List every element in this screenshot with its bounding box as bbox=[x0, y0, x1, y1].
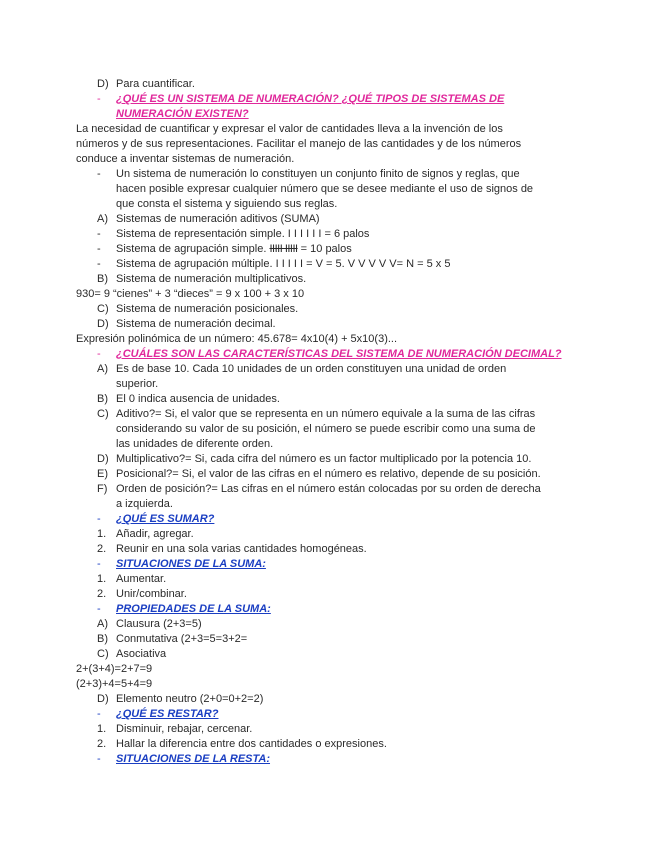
text-line: superior. bbox=[116, 378, 159, 390]
list-marker: A) bbox=[97, 618, 108, 630]
paragraph-line: La necesidad de cuantificar y expresar el valor de cantidades lleva a la invención de los bbox=[76, 123, 503, 135]
section-heading: SITUACIONES DE LA SUMA: bbox=[116, 558, 266, 570]
section-heading: ¿QUÉ ES RESTAR? bbox=[116, 708, 219, 720]
text-line: Aumentar. bbox=[116, 573, 167, 585]
list-marker: B) bbox=[97, 633, 108, 645]
list-marker: - bbox=[97, 753, 101, 765]
section-heading: SITUACIONES DE LA RESTA: bbox=[116, 753, 271, 765]
text-line: considerando su valor de su posición, el número se puede escribir como una suma de bbox=[116, 423, 536, 435]
text-line: Orden de posición?= Las cifras en el número están colocadas por su orden de derecha bbox=[116, 483, 541, 495]
list-marker: F) bbox=[97, 483, 108, 495]
list-marker: - bbox=[97, 708, 101, 720]
text-line: Hallar la diferencia entre dos cantidades o expresiones. bbox=[116, 738, 387, 750]
text-line: que consta el sistema y siguiendo sus reglas. bbox=[116, 198, 338, 210]
paragraph-line: (2+3)+4=5+4=9 bbox=[76, 678, 153, 690]
list-marker: - bbox=[97, 558, 101, 570]
text-line: Clausura (2+3=5) bbox=[116, 618, 202, 630]
list-marker: - bbox=[97, 243, 101, 255]
list-marker: - bbox=[97, 228, 101, 240]
text-line bbox=[116, 242, 352, 256]
list-marker: E) bbox=[97, 468, 108, 480]
text-line: Reunir en una sola varias cantidades homogéneas. bbox=[116, 543, 367, 555]
list-marker: C) bbox=[97, 648, 109, 660]
list-marker: A) bbox=[97, 213, 108, 225]
section-heading: NUMERACIÓN EXISTEN? bbox=[116, 108, 249, 120]
section-heading: ¿QUÉ ES SUMAR? bbox=[116, 513, 215, 525]
text-line: las unidades de diferente orden. bbox=[116, 438, 274, 450]
text-line: Sistema de numeración multiplicativos. bbox=[116, 273, 307, 285]
list-marker: D) bbox=[97, 453, 109, 465]
text-line: Unir/combinar. bbox=[116, 588, 187, 600]
text-line: Multiplicativo?= Si, cada cifra del número es un factor multiplicado por la potencia 10. bbox=[116, 453, 532, 465]
list-marker: A) bbox=[97, 363, 108, 375]
paragraph-line: números y de sus representaciones. Facilitar el manejo de las cantidades y de los números bbox=[76, 138, 522, 150]
list-marker: C) bbox=[97, 303, 109, 315]
text-line: Un sistema de numeración lo constituyen un conjunto finito de signos y reglas, que bbox=[116, 168, 520, 180]
section-heading: ¿CUÁLES SON LAS CARACTERÍSTICAS DEL SISTEMA DE NUMERACIÓN DECIMAL? bbox=[116, 348, 562, 360]
list-marker: D) bbox=[97, 693, 109, 705]
list-marker: - bbox=[97, 258, 101, 270]
list-marker: B) bbox=[97, 393, 108, 405]
text-line: Para cuantificar. bbox=[116, 78, 195, 90]
section-heading: ¿QUÉ ES UN SISTEMA DE NUMERACIÓN? ¿QUÉ TIPOS DE SISTEMAS DE bbox=[116, 93, 505, 105]
list-marker: - bbox=[97, 603, 101, 615]
paragraph-line: conduce a inventar sistemas de numeración. bbox=[76, 153, 295, 165]
list-marker: - bbox=[97, 168, 101, 180]
text-line: Es de base 10. Cada 10 unidades de un orden constituyen una unidad de orden bbox=[116, 363, 507, 375]
section-heading: PROPIEDADES DE LA SUMA: bbox=[116, 603, 271, 615]
text-line: Sistema de numeración decimal. bbox=[116, 318, 276, 330]
tally-marks: IIIII IIIII bbox=[269, 243, 298, 255]
text-line: Aditivo?= Si, el valor que se representa en un número equivale a la suma de las cifras bbox=[116, 408, 536, 420]
list-marker: 2. bbox=[97, 738, 107, 750]
text-line: El 0 indica ausencia de unidades. bbox=[116, 393, 280, 405]
list-marker: - bbox=[97, 93, 101, 105]
list-marker: - bbox=[97, 348, 101, 360]
list-marker: B) bbox=[97, 273, 108, 285]
list-marker: 1. bbox=[97, 573, 107, 585]
paragraph-line: Expresión polinómica de un número: 45.678= 4x10(4) + 5x10(3)... bbox=[76, 333, 398, 345]
text-line: Sistemas de numeración aditivos (SUMA) bbox=[116, 213, 320, 225]
list-marker: 1. bbox=[97, 723, 107, 735]
text-line: Sistema de numeración posicionales. bbox=[116, 303, 299, 315]
text-line: a izquierda. bbox=[116, 498, 173, 510]
text-line: Disminuir, rebajar, cercenar. bbox=[116, 723, 253, 735]
list-marker: 1. bbox=[97, 528, 107, 540]
text-line: Asociativa bbox=[116, 648, 167, 660]
text-line: Posicional?= Si, el valor de las cifras en el número es relativo, depende de su posición. bbox=[116, 468, 541, 480]
paragraph-line: 930= 9 “cienes” + 3 “dieces” = 9 x 100 + 3 x 10 bbox=[76, 288, 305, 300]
text-line: Conmutativa (2+3=5=3+2= bbox=[116, 633, 248, 645]
text-line: hacen posible expresar cualquier número que se desee mediante el uso de signos de bbox=[116, 183, 534, 195]
text-fragment: = 10 palos bbox=[300, 243, 352, 255]
paragraph-line: 2+(3+4)=2+7=9 bbox=[76, 663, 153, 675]
text-line: Sistema de representación simple. I I I I I I = 6 palos bbox=[116, 228, 370, 240]
list-marker: C) bbox=[97, 408, 109, 420]
list-marker: D) bbox=[97, 78, 109, 90]
text-fragment: Sistema de agrupación simple. bbox=[116, 243, 267, 255]
text-line: Elemento neutro (2+0=0+2=2) bbox=[116, 693, 264, 705]
text-line: Sistema de agrupación múltiple. I I I I I = V = 5. V V V V V= N = 5 x 5 bbox=[116, 258, 451, 270]
text-line: Añadir, agregar. bbox=[116, 528, 194, 540]
list-marker: D) bbox=[97, 318, 109, 330]
list-marker: - bbox=[97, 513, 101, 525]
list-marker: 2. bbox=[97, 543, 107, 555]
list-marker: 2. bbox=[97, 588, 107, 600]
